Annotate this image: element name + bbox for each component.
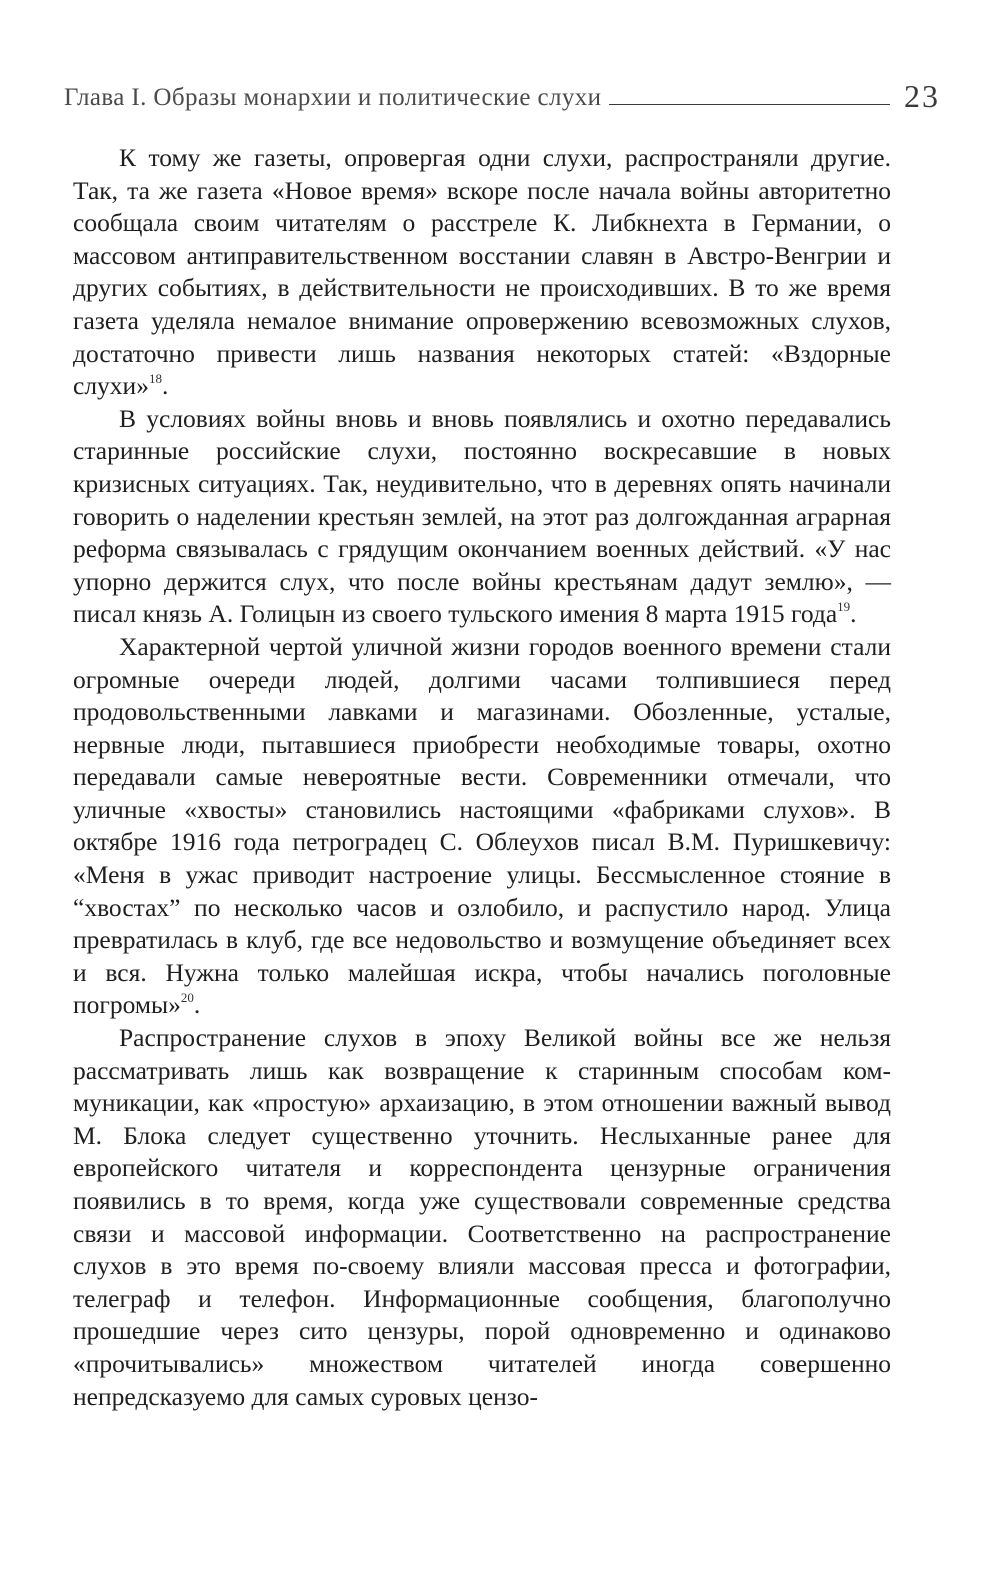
footnote-ref-19: 19 bbox=[837, 598, 851, 614]
paragraph-4 bbox=[73, 1022, 891, 1413]
header-rule bbox=[609, 104, 890, 105]
paragraph-text: Распространение слухов в эпоху Великой войны все же нельзя рассматривать лишь как возвращение к старинным способам коммуникации, как «простую» архаизацию, в этом отношении важный вывод М. Блока следует существенно уточнить. Неслыханные ранее для европейского читателя и корреспондента цензурные ограничения появились в то время, когда уже существовали современные средства связи и массовой информации. Соответственно на распространение слухов в это время по-своему влияли массовая пресса и фотографии, телеграф и телефон. Информационные сообщения, благополучно прошедшие через сито цензуры, порой одновременно и одинаково «прочитывались» множеством читателей иногда совершенно непредсказуемо для самых суровых цензо- bbox=[73, 1023, 891, 1411]
paragraph-3 bbox=[73, 631, 891, 1022]
paragraph-2 bbox=[73, 403, 891, 631]
running-header bbox=[64, 64, 940, 114]
paragraph-end: . bbox=[850, 599, 857, 629]
paragraph-text: В условиях войны вновь и вновь появлялись и охотно передавались старинные российские слухи, постоянно воскресавшие в новых кризисных ситуациях. Так, неудивительно, что в деревнях опять начинали говорить о наделении крестьян землей, на этот раз долгожданная аграрная реформа связывалась с грядущим окончанием военных действий. «У нас упорно держится слух, что после войны крестьянам дадут землю», — писал князь А. Голицын из своего тульского имения 8 марта 1915 года bbox=[73, 403, 891, 629]
paragraph-end: . bbox=[193, 990, 201, 1020]
paragraph-end: . bbox=[161, 371, 169, 401]
page-number: 23 bbox=[904, 78, 940, 114]
chapter-title: Глава I. Образы монархии и политические слухи bbox=[64, 84, 602, 111]
footnote-ref-18: 18 bbox=[148, 370, 162, 386]
paragraph-text: К тому же газеты, опровергая одни слухи, распространяли другие. Так, та же газета «Новое время» вскоре после начала войны авторитетно сообщала своим читателям о расстреле К. Либкнехта в Германии, о массовом антиправительственном восстании славян в Австро-Венгрии и других событиях, в действительности не происходивших. В то же время газета уделяла немалое внимание опровержению всевозможных слухов, достаточно привести лишь названия некоторых статей: «Вздорные слухи» bbox=[73, 143, 891, 401]
body-text bbox=[73, 142, 891, 1413]
paragraph-text: Характерной чертой уличной жизни городов военного времени стали огромные очереди людей, долгими часами толпившиеся перед продовольственными лавками и магазинами. Обозленные, усталые, нервные люди, пытавшиеся приобрести необходимые товары, охотно передавали самые невероятные вести. Современники отмечали, что уличные «хвосты» становились настоящими «фабриками слухов». В октябре 1916 года петроградец С. Облеухов писал В.М. Пуришкевичу: «Меня в ужас приводит настроение улицы. Бессмысленное стояние в “хвостах” по несколько часов и озлобило, и распустило народ. Улица превратилась в клуб, где все недовольство и возмущение объединяет всех и вся. Нужна только малейшая искра, чтобы начались поголовные погромы» bbox=[73, 631, 891, 1020]
paragraph-1 bbox=[73, 142, 891, 403]
footnote-ref-20: 20 bbox=[180, 989, 194, 1005]
